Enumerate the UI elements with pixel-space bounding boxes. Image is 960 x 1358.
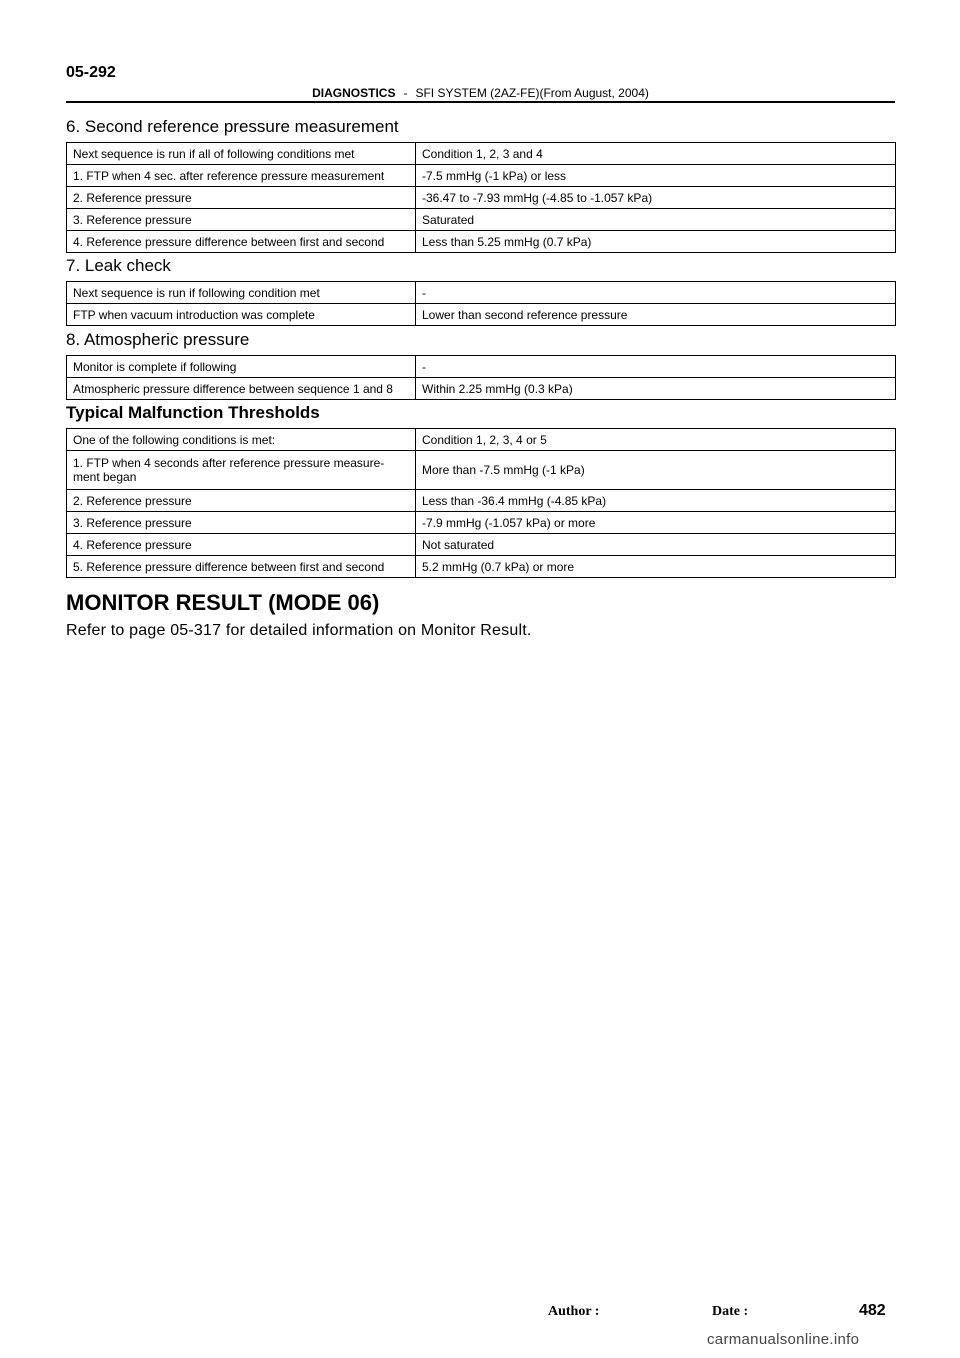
table-cell: FTP when vacuum introduction was complete [67,304,416,326]
table-cell: 3. Reference pressure [67,512,416,534]
table-cell: Not saturated [416,534,896,556]
table-cell: More than -7.5 mmHg (-1 kPa) [416,451,896,490]
table-cell: 3. Reference pressure [67,209,416,231]
table-malfunction-thresholds [66,428,896,578]
watermark: carmanualsonline.info [707,1331,860,1348]
table-cell: - [416,356,896,378]
table-cell: -7.5 mmHg (-1 kPa) or less [416,165,896,187]
table-row [67,451,896,490]
table-cell: 2. Reference pressure [67,187,416,209]
cell-line: 1. FTP when 4 seconds after reference pressure measure- [73,456,385,470]
section-title-8: 8. Atmospheric pressure [66,330,250,349]
table-row [67,209,896,231]
table-cell: 2. Reference pressure [67,490,416,512]
table-row [67,490,896,512]
header-subsection: SFI SYSTEM (2AZ-FE)(From August, 2004) [415,86,649,100]
table-cell: Condition 1, 2, 3 and 4 [416,143,896,165]
table-cell: Condition 1, 2, 3, 4 or 5 [416,429,896,451]
cell-line: ment began [73,470,137,484]
table-row [67,356,896,378]
monitor-result-text: Refer to page 05-317 for detailed information on Monitor Result. [66,622,532,639]
table-cell: 1. FTP when 4 sec. after reference pressure measurement [67,165,416,187]
table-row [67,143,896,165]
section-title-7: 7. Leak check [66,256,171,275]
header-rule [66,101,895,103]
table-cell: - [416,282,896,304]
running-header [66,86,895,100]
table-cell: 4. Reference pressure difference between first and second [67,231,416,253]
table-atmospheric-pressure [66,355,896,400]
table-row [67,304,896,326]
table-row [67,231,896,253]
table-row [67,165,896,187]
footer-page-number: 482 [859,1302,886,1319]
table-row [67,429,896,451]
table-cell: One of the following conditions is met: [67,429,416,451]
table-cell: 4. Reference pressure [67,534,416,556]
table-cell: Lower than second reference pressure [416,304,896,326]
table-cell: Less than 5.25 mmHg (0.7 kPa) [416,231,896,253]
table-cell: Less than -36.4 mmHg (-4.85 kPa) [416,490,896,512]
table-cell [67,451,416,490]
table-cell: Saturated [416,209,896,231]
table-cell: Monitor is complete if following [67,356,416,378]
monitor-result-heading: MONITOR RESULT (MODE 06) [66,590,380,615]
table-row [67,556,896,578]
page-number: 05-292 [66,64,116,81]
table-second-reference-pressure [66,142,896,253]
table-cell: -36.47 to -7.93 mmHg (-4.85 to -1.057 kPa) [416,187,896,209]
table-cell: Next sequence is run if following condition met [67,282,416,304]
table-cell: Next sequence is run if all of following conditions met [67,143,416,165]
table-cell: 5.2 mmHg (0.7 kPa) or more [416,556,896,578]
table-cell: Atmospheric pressure difference between sequence 1 and 8 [67,378,416,400]
table-cell: -7.9 mmHg (-1.057 kPa) or more [416,512,896,534]
table-row [67,282,896,304]
table-row [67,534,896,556]
thresholds-title: Typical Malfunction Thresholds [66,403,320,422]
table-cell: Within 2.25 mmHg (0.3 kPa) [416,378,896,400]
author-label: Author : [548,1304,600,1319]
table-leak-check [66,281,896,326]
table-row [67,187,896,209]
header-section: DIAGNOSTICS [312,86,396,100]
table-row [67,512,896,534]
section-title-6: 6. Second reference pressure measurement [66,117,399,136]
table-cell: 5. Reference pressure difference between first and second [67,556,416,578]
date-label: Date : [712,1304,749,1319]
header-separator: - [403,86,408,100]
table-row [67,378,896,400]
